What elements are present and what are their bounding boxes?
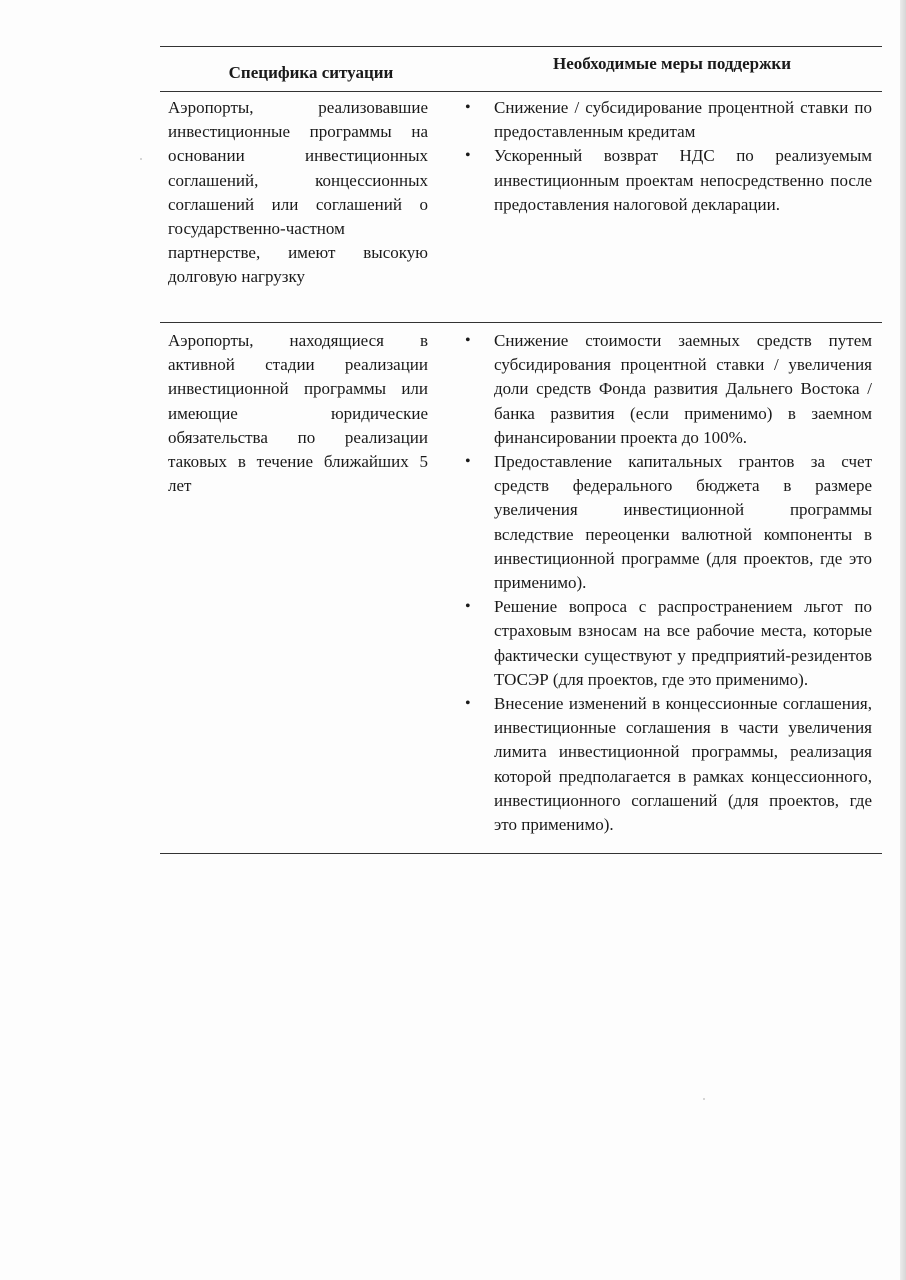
scan-speck	[703, 1098, 705, 1100]
measures-list	[462, 96, 872, 217]
bullet-icon: •	[465, 147, 471, 165]
list-item	[462, 96, 872, 144]
table-header-row	[160, 47, 882, 92]
list-item	[462, 595, 872, 692]
bullet-icon: •	[465, 99, 471, 116]
measure-text: Ускоренный возврат НДС по реализуемым инвестиционным проектам непосредственно после предоставления налоговой декларации.	[494, 146, 872, 214]
measure-text: Решение вопроса с распространением льгот по страховым взносам на все рабочие места, которые фактически существуют у предприятий-резидентов ТОСЭР (для проектов, где это применимо).	[494, 597, 872, 689]
header-situation: Специфика ситуации	[228, 63, 394, 83]
scan-edge-shadow	[900, 0, 906, 1280]
bullet-icon: •	[465, 695, 471, 713]
situation-cell	[160, 323, 462, 854]
bullet-icon: •	[465, 453, 471, 471]
bullet-icon: •	[465, 332, 471, 349]
header-measures: Необходимые меры поддержки	[552, 54, 792, 74]
table-row	[160, 323, 882, 854]
measure-text: Предоставление капитальных грантов за счет средств федерального бюджета в размере увеличения инвестиционной программы вследствие переоценки валютной компоненты в инвестиционной программе (для проектов, где это применимо).	[494, 452, 872, 593]
situation-cell	[160, 92, 462, 323]
measures-list	[462, 329, 872, 837]
list-item	[462, 450, 872, 595]
measures-cell	[462, 92, 882, 323]
measure-text: Внесение изменений в концессионные соглашения, инвестиционные соглашения в части увеличения лимита инвестиционной программы, реализация которой предполагается в рамках концессионного, инвестиционного соглашений (для проектов, где это применимо).	[494, 694, 872, 835]
list-item	[462, 692, 872, 837]
list-item	[462, 144, 872, 217]
situation-text: Аэропорты, реализовавшие инвестиционные программы на основании инвестиционных соглашений, концессионных соглашений или соглашений о государственно-частном партнерстве, имеют высокую долговую нагрузку	[168, 98, 428, 287]
measures-cell	[462, 323, 882, 854]
measure-text: Снижение стоимости заемных средств путем субсидирования процентной ставки / увеличения доли средств Фонда развития Дальнего Востока / банка развития (если применимо) в заемном финансировании проекта до 100%.	[494, 331, 872, 447]
situation-text: Аэропорты, находящиеся в активной стадии реализации инвестиционной программы или имеющие юридические обязательства по реализации таковых в течение ближайших 5 лет	[168, 331, 428, 496]
support-measures-table	[160, 46, 882, 854]
list-item	[462, 329, 872, 450]
scan-speck	[140, 158, 142, 160]
bullet-icon: •	[465, 598, 471, 616]
measure-text: Снижение / субсидирование процентной ставки по предоставленным кредитам	[494, 98, 872, 142]
table-row	[160, 92, 882, 323]
